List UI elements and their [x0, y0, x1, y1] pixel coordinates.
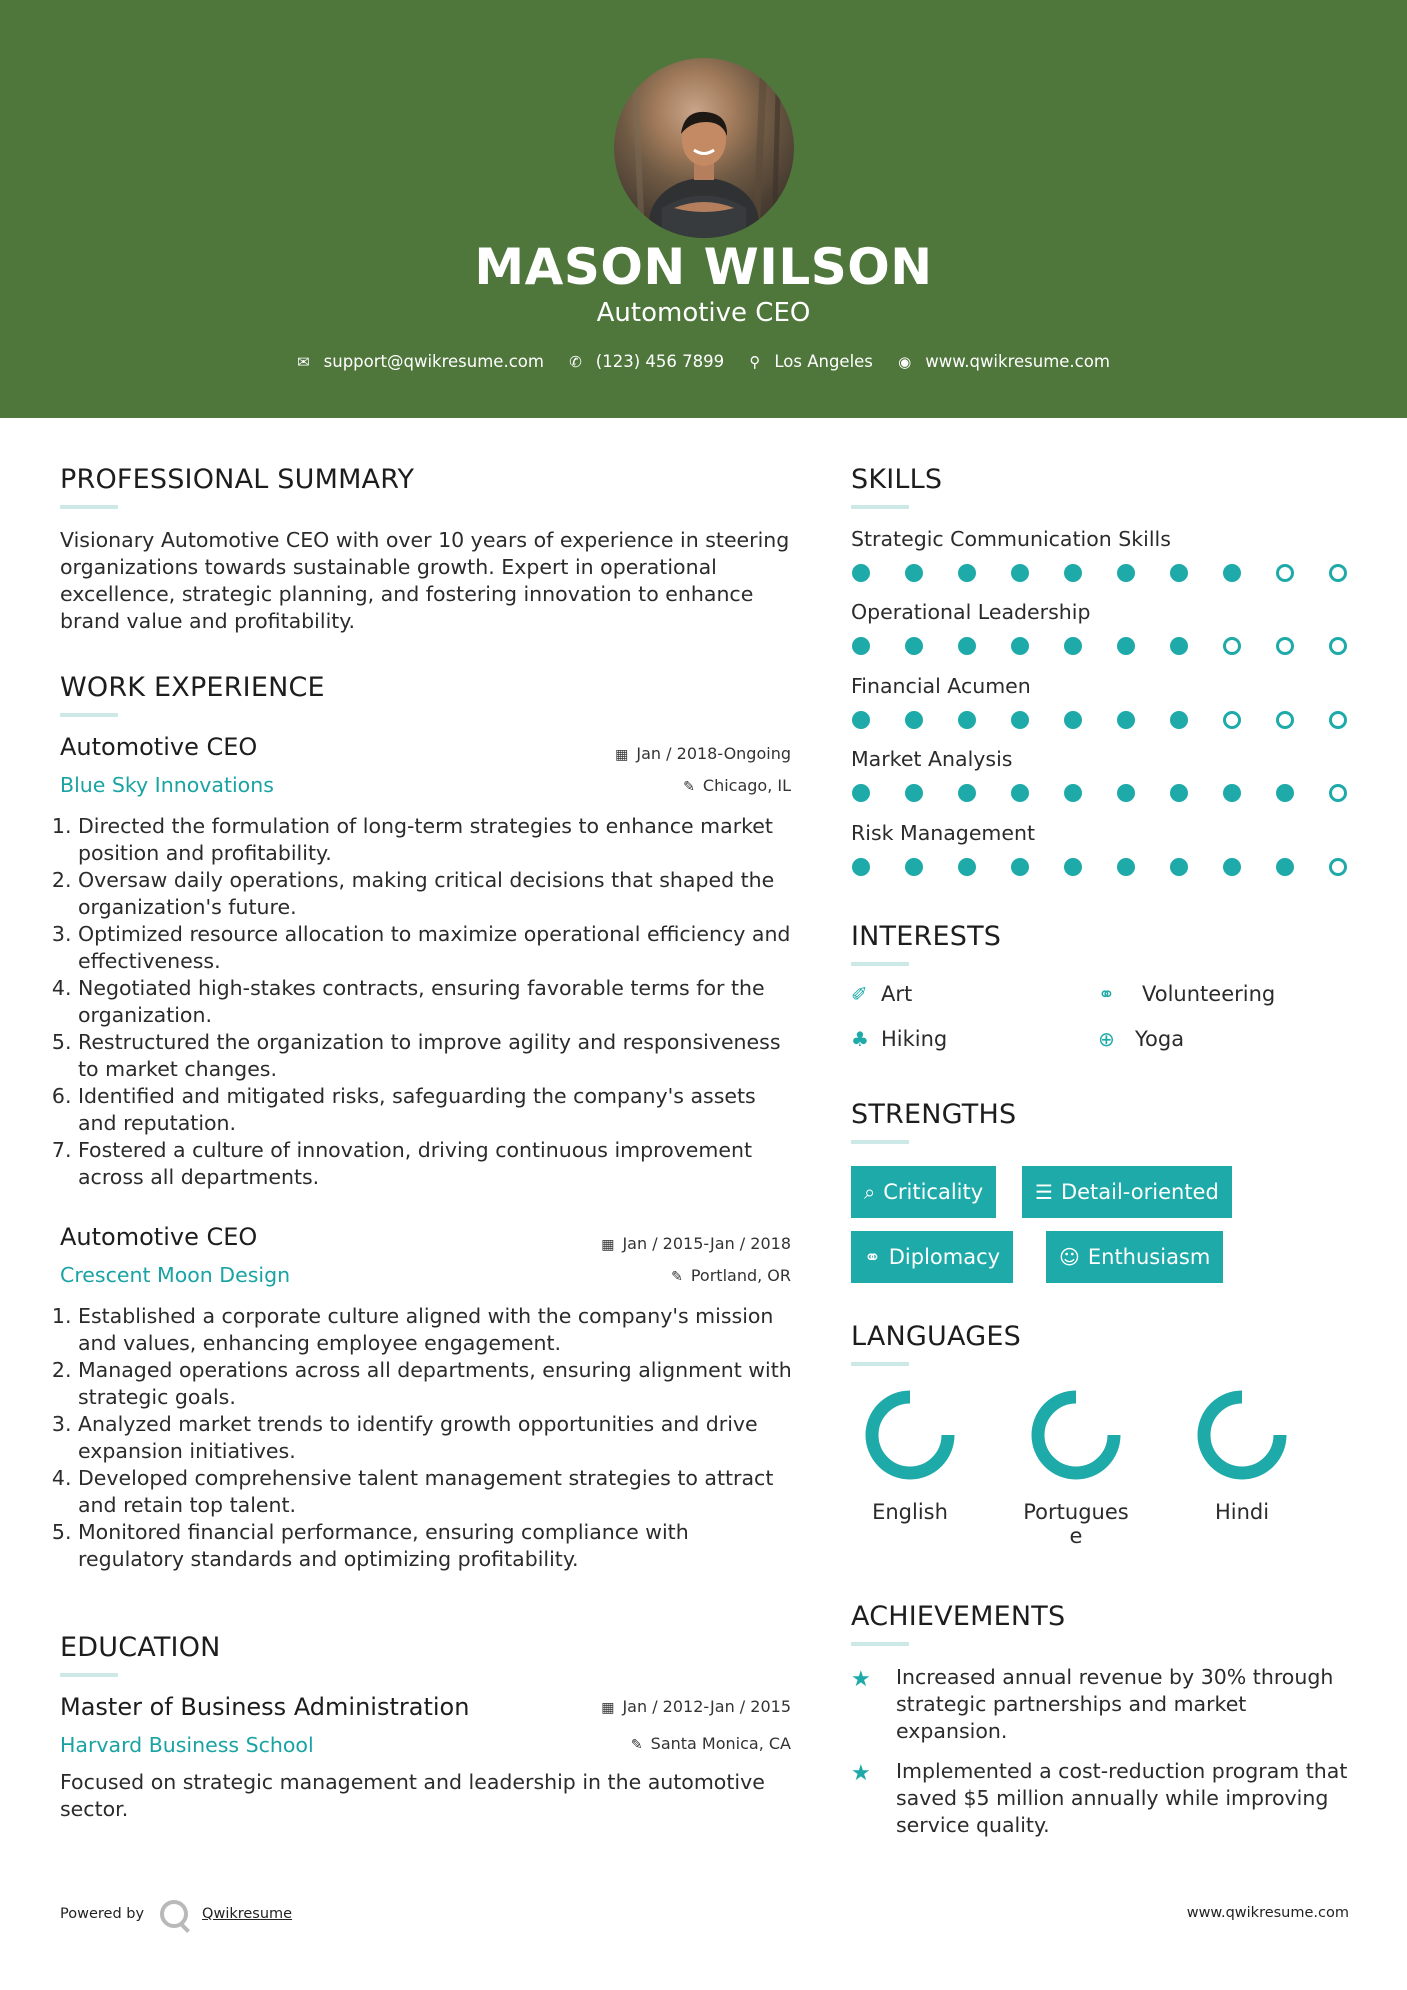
skill-dot-filled	[1117, 637, 1135, 655]
calendar-icon: ▦	[601, 1700, 615, 1716]
education-location	[500, 1734, 791, 1753]
job-company: Crescent Moon Design	[60, 1263, 291, 1287]
language-gauge	[865, 1390, 955, 1480]
list-item: 1. Established a corporate culture aligned with the company's mission and values, enhancing employee engagement.	[78, 1303, 798, 1357]
language-gauge-arc	[1204, 1397, 1280, 1473]
star-icon: ★	[851, 1667, 871, 1692]
language-gauge-arc	[872, 1397, 948, 1473]
star-icon: ★	[851, 1761, 871, 1786]
school-name: Harvard Business School	[60, 1733, 314, 1757]
candidate-title: Automotive CEO	[596, 298, 811, 328]
envelope-icon: ✉	[297, 353, 310, 371]
list-item: 2. Oversaw daily operations, making critical decisions that shaped the organization's future.	[78, 867, 798, 921]
header-banner	[0, 0, 1407, 418]
skill-dot-filled	[1011, 858, 1029, 876]
job-title: Automotive CEO	[60, 1223, 258, 1251]
section-heading-skills: SKILLS	[851, 464, 943, 495]
brand-link[interactable]: Qwikresume	[202, 1906, 293, 1922]
lifebuoy-icon: ⊕	[1098, 1027, 1115, 1051]
strength-tag	[1022, 1166, 1232, 1218]
section-heading-interests: INTERESTS	[851, 921, 1002, 952]
achievement-text: Increased annual revenue by 30% through strategic partnerships and market expansion.	[896, 1665, 1334, 1743]
handshake-icon: ⚭	[1098, 982, 1115, 1006]
calendar-icon: ▦	[615, 747, 629, 763]
list-icon: ☰	[1035, 1180, 1053, 1204]
section-heading-strengths: STRENGTHS	[851, 1099, 1017, 1130]
globe-icon: ◉	[898, 353, 912, 371]
skill-dot-empty	[1329, 858, 1347, 876]
candidate-name: MASON WILSON	[474, 238, 933, 296]
skill-dot-filled	[1117, 784, 1135, 802]
skill-dot-filled	[1011, 784, 1029, 802]
job-dates	[500, 1234, 791, 1253]
education-location-text: Santa Monica, CA	[650, 1734, 791, 1753]
skill-rating	[852, 564, 1382, 582]
search-icon: ⌕	[864, 1180, 876, 1204]
skill-dot-filled	[905, 564, 923, 582]
contact-bar	[0, 352, 1407, 371]
skill-rating	[852, 858, 1382, 876]
job-location-text: Chicago, IL	[702, 776, 791, 795]
education-dates	[500, 1697, 791, 1716]
skill-dot-filled	[1064, 784, 1082, 802]
list-item: 7. Fostered a culture of innovation, driving continuous improvement across all departments.	[78, 1137, 798, 1191]
list-item: 3. Optimized resource allocation to maximize operational efficiency and effectiveness.	[78, 921, 798, 975]
list-item: 4. Developed comprehensive talent management strategies to attract and retain top talent.	[78, 1465, 798, 1519]
handshake-icon: ⚭	[864, 1245, 881, 1269]
job-dates	[500, 744, 791, 763]
interest-label: Art	[881, 982, 913, 1006]
skill-dot-filled	[905, 711, 923, 729]
skill-dot-filled	[852, 784, 870, 802]
strength-tag	[851, 1166, 996, 1218]
strength-label: Detail-oriented	[1060, 1180, 1219, 1204]
section-heading-summary: PROFESSIONAL SUMMARY	[60, 464, 415, 495]
skill-dot-filled	[1011, 637, 1029, 655]
skill-dot-filled	[958, 784, 976, 802]
job-location-text: Portland, OR	[690, 1266, 791, 1285]
list-item: 5. Restructured the organization to improve agility and responsiveness to market changes.	[78, 1029, 798, 1083]
language-label: Hindi	[1214, 1500, 1270, 1524]
strength-tag	[1046, 1231, 1223, 1283]
section-rule	[851, 1642, 909, 1646]
interest-item	[851, 1027, 947, 1051]
strength-label: Enthusiasm	[1087, 1245, 1211, 1269]
skill-dot-filled	[852, 711, 870, 729]
footer-url[interactable]: www.qwikresume.com	[1186, 1905, 1349, 1921]
contact-location	[749, 352, 873, 371]
interest-label: Hiking	[881, 1027, 948, 1051]
interest-item	[851, 982, 912, 1006]
summary-text: Visionary Automotive CEO with over 10 years of experience in steering organizations towards sustainable growth. Expert in operational excellence, strategic planning, and fostering innovation to enhance brand value and profitability.	[60, 528, 790, 633]
section-heading-education: EDUCATION	[60, 1632, 221, 1663]
skill-dot-empty	[1223, 637, 1241, 655]
section-heading-languages: LANGUAGES	[851, 1321, 1021, 1352]
skill-dot-empty	[1276, 637, 1294, 655]
section-rule	[851, 1140, 909, 1144]
skill-rating	[852, 711, 1382, 729]
skill-rating	[852, 784, 1382, 802]
interest-label: Volunteering	[1142, 982, 1276, 1006]
tree-icon: ♣	[851, 1027, 869, 1051]
skill-dot-filled	[1011, 711, 1029, 729]
language-item	[1183, 1390, 1301, 1524]
qwikresume-logo-icon	[160, 1900, 188, 1928]
skill-rating	[852, 637, 1382, 655]
skill-dot-filled	[1170, 564, 1188, 582]
skill-dot-empty	[1329, 711, 1347, 729]
language-label: English	[872, 1500, 948, 1524]
section-heading-experience: WORK EXPERIENCE	[60, 672, 325, 703]
skill-dot-empty	[1329, 637, 1347, 655]
section-rule	[851, 505, 909, 509]
map-pin-icon: ⚲	[749, 353, 761, 371]
phone-icon: ✆	[569, 353, 582, 371]
skill-dot-empty	[1329, 784, 1347, 802]
skill-dot-filled	[1170, 637, 1188, 655]
list-item: 4. Negotiated high-stakes contracts, ensuring favorable terms for the organization.	[78, 975, 798, 1029]
contact-email[interactable]	[297, 352, 544, 371]
skill-dot-filled	[1011, 564, 1029, 582]
strength-label: Diplomacy	[888, 1245, 1001, 1269]
skill-dot-filled	[1276, 784, 1294, 802]
skill-name: Operational Leadership	[851, 600, 1091, 624]
section-rule	[851, 1362, 909, 1366]
interest-item	[1098, 982, 1275, 1006]
contact-phone[interactable]	[569, 352, 724, 371]
skill-dot-filled	[1064, 564, 1082, 582]
skill-dot-filled	[958, 711, 976, 729]
job-dates-text: Jan / 2015-Jan / 2018	[622, 1234, 791, 1253]
education-dates-text: Jan / 2012-Jan / 2015	[622, 1697, 791, 1716]
skill-dot-filled	[852, 564, 870, 582]
job-title: Automotive CEO	[60, 733, 258, 761]
list-item: 1. Directed the formulation of long-term strategies to enhance market position and profitability.	[78, 813, 798, 867]
list-item: 6. Identified and mitigated risks, safeguarding the company's assets and reputation.	[78, 1083, 798, 1137]
paintbrush-icon: ✐	[851, 982, 868, 1006]
skill-dot-filled	[852, 858, 870, 876]
skill-name: Strategic Communication Skills	[851, 527, 1171, 551]
strength-label: Criticality	[883, 1180, 984, 1204]
section-rule	[60, 713, 118, 717]
language-gauge-arc	[1038, 1397, 1114, 1473]
language-label-cont: e	[1069, 1524, 1083, 1548]
list-item: 2. Managed operations across all departments, ensuring alignment with strategic goals.	[78, 1357, 798, 1411]
degree-title: Master of Business Administration	[60, 1693, 470, 1721]
pushpin-icon: ✎	[630, 1737, 643, 1753]
calendar-icon: ▦	[601, 1237, 615, 1253]
education-description: Focused on strategic management and leadership in the automotive sector.	[60, 1770, 765, 1821]
section-rule	[60, 505, 118, 509]
contact-website[interactable]	[898, 352, 1110, 371]
strength-tag	[851, 1231, 1013, 1283]
email-text: support@qwikresume.com	[323, 352, 544, 371]
skill-dot-filled	[958, 564, 976, 582]
language-gauge	[1031, 1390, 1121, 1480]
skill-dot-filled	[1170, 858, 1188, 876]
skill-dot-empty	[1276, 564, 1294, 582]
website-text: www.qwikresume.com	[925, 352, 1110, 371]
skill-dot-filled	[1223, 858, 1241, 876]
skill-dot-filled	[905, 637, 923, 655]
language-item	[1017, 1390, 1135, 1548]
job-dates-text: Jan / 2018-Ongoing	[636, 744, 791, 763]
skill-dot-empty	[1223, 711, 1241, 729]
job-location	[500, 1266, 791, 1285]
skill-dot-filled	[905, 858, 923, 876]
pushpin-icon: ✎	[671, 1269, 683, 1285]
skill-dot-filled	[1170, 711, 1188, 729]
skill-dot-filled	[1064, 858, 1082, 876]
pushpin-icon: ✎	[683, 779, 695, 795]
skill-dot-filled	[1117, 711, 1135, 729]
skill-dot-filled	[1223, 784, 1241, 802]
language-item	[851, 1390, 969, 1524]
skill-dot-filled	[1117, 564, 1135, 582]
skill-dot-filled	[958, 858, 976, 876]
skill-dot-empty	[1276, 711, 1294, 729]
skill-dot-filled	[1064, 637, 1082, 655]
language-gauge	[1197, 1390, 1287, 1480]
job-bullets	[58, 813, 798, 1191]
skill-dot-filled	[905, 784, 923, 802]
skill-dot-filled	[1223, 564, 1241, 582]
section-rule	[60, 1673, 118, 1677]
language-label: Portugues	[1023, 1500, 1129, 1524]
skill-dot-filled	[852, 637, 870, 655]
job-bullets	[58, 1303, 798, 1573]
skill-name: Financial Acumen	[851, 674, 1031, 698]
skill-dot-filled	[1064, 711, 1082, 729]
skill-dot-filled	[1276, 858, 1294, 876]
section-rule	[851, 962, 909, 966]
skill-name: Risk Management	[851, 821, 1036, 845]
section-heading-achievements: ACHIEVEMENTS	[851, 1601, 1066, 1632]
achievement-item	[851, 1664, 1351, 1745]
skill-dot-filled	[958, 637, 976, 655]
job-location	[500, 776, 791, 795]
powered-by-label: Powered by	[60, 1906, 145, 1922]
list-item: 5. Monitored financial performance, ensuring compliance with regulatory standards and optimizing profitability.	[78, 1519, 798, 1573]
phone-text: (123) 456 7899	[595, 352, 725, 371]
interest-label: Yoga	[1135, 1027, 1185, 1051]
interest-item	[1098, 1027, 1184, 1051]
achievement-text: Implemented a cost-reduction program that saved $5 million annually while improving service quality.	[896, 1759, 1348, 1837]
skill-dot-filled	[1117, 858, 1135, 876]
location-text: Los Angeles	[774, 352, 873, 371]
skill-dot-filled	[1170, 784, 1188, 802]
list-item: 3. Analyzed market trends to identify growth opportunities and drive expansion initiatives.	[78, 1411, 798, 1465]
skill-dot-empty	[1329, 564, 1347, 582]
avatar	[614, 58, 794, 238]
skill-name: Market Analysis	[851, 747, 1013, 771]
achievement-item	[851, 1758, 1351, 1839]
job-company: Blue Sky Innovations	[60, 773, 274, 797]
smile-icon: ☺	[1059, 1245, 1080, 1269]
footer-branding	[60, 1900, 292, 1928]
